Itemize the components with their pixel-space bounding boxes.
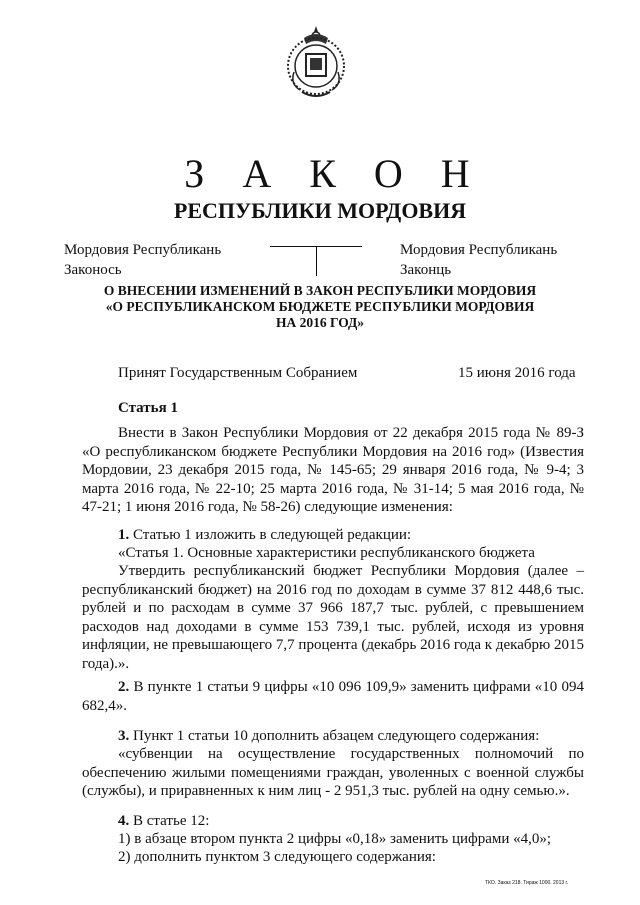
moksha-label-right bbox=[400, 240, 557, 280]
item-text: Статью 1 изложить в следующей редакции: bbox=[129, 527, 412, 543]
item-3 bbox=[82, 727, 584, 746]
item-1 bbox=[82, 526, 584, 545]
item-text: В пункте 1 статьи 9 цифры «10 096 109,9» заменить цифрами «10 094 682,4». bbox=[82, 679, 584, 714]
header-divider-vertical bbox=[316, 246, 317, 276]
left-line-1: Мордовия Республикань bbox=[64, 242, 222, 258]
left-line-2: Законось bbox=[64, 262, 122, 278]
item-4-line-2: 2) дополнить пунктом 3 следующего содержания: bbox=[118, 849, 436, 865]
erzya-label-left bbox=[64, 240, 221, 280]
document-title: З А К О Н bbox=[184, 151, 484, 196]
right-line-2: Законць bbox=[400, 262, 452, 278]
coat-of-arms-icon bbox=[280, 22, 352, 102]
item-4 bbox=[82, 812, 584, 831]
adopted-by: Принят Государственным Собранием bbox=[118, 365, 358, 381]
print-footer: ТКО. Заказ 218. Тираж 1000. 2013 г. bbox=[485, 880, 569, 886]
document-subtitle: РЕСПУБЛИКИ МОРДОВИЯ bbox=[173, 198, 467, 223]
item-4-line-1: 1) в абзаце втором пункта 2 цифры «0,18» заменить цифрами «4,0»; bbox=[118, 831, 552, 847]
law-title-line: «О РЕСПУБЛИКАНСКОМ БЮДЖЕТЕ РЕСПУБЛИКИ МОРДОВИЯ bbox=[105, 299, 535, 314]
item-number: 3. bbox=[118, 728, 130, 744]
item-text: В статье 12: bbox=[129, 813, 210, 829]
item-number: 1. bbox=[118, 527, 130, 543]
item-1-body: Утвердить республиканский бюджет Республики Мордовия (далее – республиканский бюджет) на 2016 год по доходам в сумме 37 812 448,6 тыс. рублей и по расходам в сумме 37 966 187,7 тыс. рублей, с превышением расходов над доходами в сумме 153 739,1 тыс. рублей, исходя из уровня инфляции, не превышающего 7,7 процента (декабрь 2016 года к декабрю 2015 года).». bbox=[82, 563, 584, 672]
adoption-date: 15 июня 2016 года bbox=[458, 365, 576, 381]
law-title-line: НА 2016 ГОД» bbox=[275, 315, 365, 330]
item-3-body: «субвенции на осуществление государственных полномочий по обеспечению жилыми помещениями граждан, уволенных с военной службы (службы), и приравненных к ним лиц - 2 951,3 тыс. рублей на одну семью.». bbox=[82, 746, 584, 799]
intro-paragraph: Внести в Закон Республики Мордовия от 22 декабря 2015 года № 89-З «О республиканском бюджете Республики Мордовия на 2016 год» (Известия Мордовии, 23 декабря 2015 года, № 145-65; 29 января 2016 года, № 9-4; 3 марта 2016 года, № 22-10; 25 марта 2016 года, № 31-14; 5 мая 2016 года, № 47-21; 1 июня 2016 года, № 58-26) следующие изменения: bbox=[82, 425, 584, 515]
item-number: 2. bbox=[118, 679, 130, 695]
item-text: Пункт 1 статьи 10 дополнить абзацем следующего содержания: bbox=[129, 728, 540, 744]
law-title-line: О ВНЕСЕНИИ ИЗМЕНЕНИЙ В ЗАКОН РЕСПУБЛИКИ МОРДОВИЯ bbox=[103, 283, 537, 298]
item-2 bbox=[82, 678, 584, 715]
item-1-quote: «Статья 1. Основные характеристики республиканского бюджета bbox=[118, 545, 535, 561]
law-title bbox=[60, 283, 580, 331]
article-heading: Статья 1 bbox=[118, 400, 178, 416]
right-line-1: Мордовия Республикань bbox=[400, 242, 558, 258]
item-number: 4. bbox=[118, 813, 130, 829]
